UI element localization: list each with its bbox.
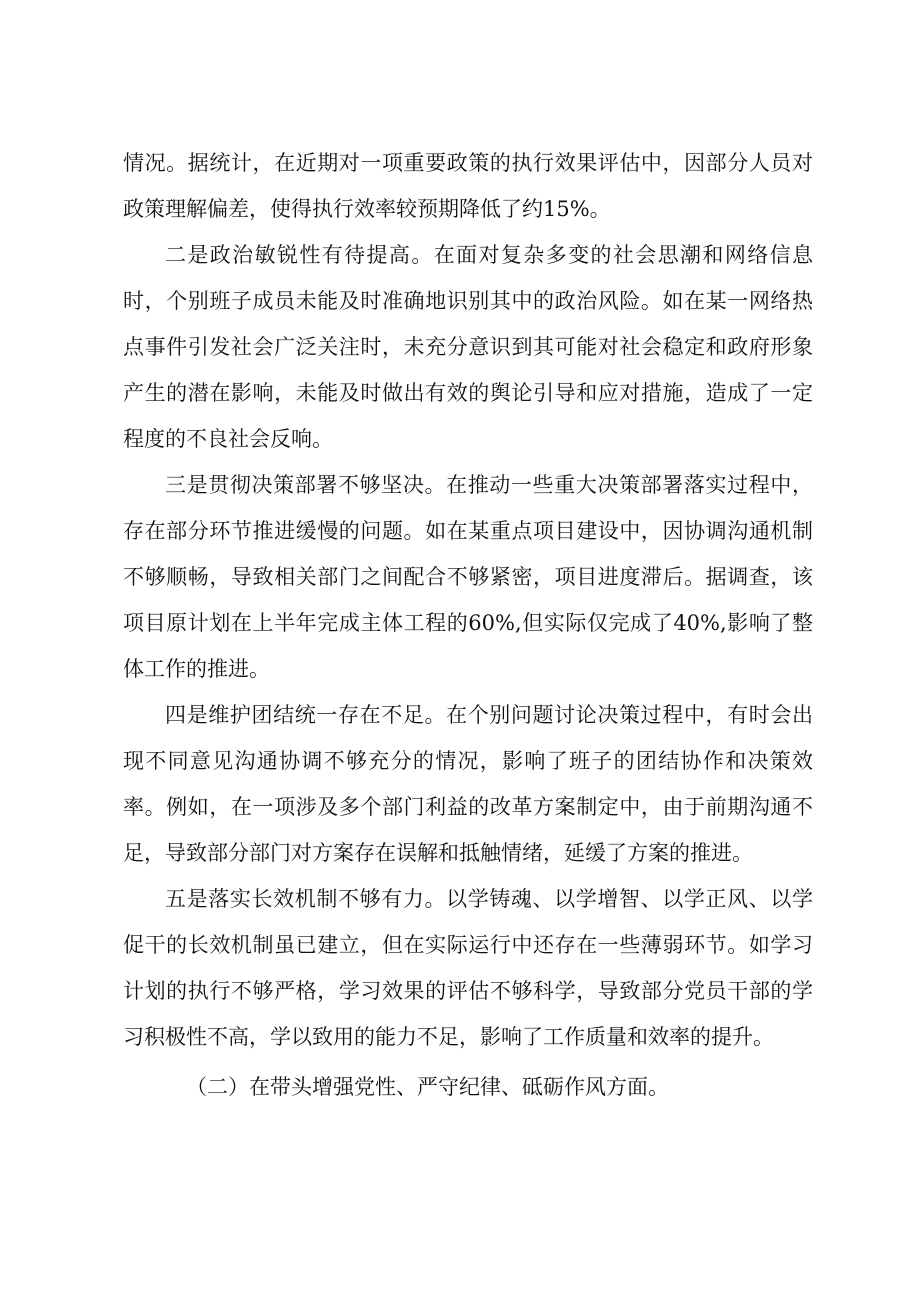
paragraph-long-term-mechanism: 五是落实长效机制不够有力。以学铸魂、以学增智、以学正风、以学促干的长效机制虽已建立，但在实际运行中还存在一些薄弱环节。如学习计划的执行不够严格，学习效果的评估不够科学，导致部分党员干部的学习积极性不高，学以致用的能力不足，影响了工作质量和效率的提升。 (123, 887, 813, 1049)
paragraph-political-sensitivity: 二是政治敏锐性有待提高。在面对复杂多变的社会思潮和网络信息时，个别班子成员未能及时准确地识别其中的政治风险。如在某一网络热点事件引发社会广泛关注时，未充分意识到其可能对社会稳定和政府形象产生的潜在影响，未能及时做出有效的舆论引导和应对措施，造成了一定程度的不良社会反响。 (123, 243, 813, 451)
paragraph-decision-implementation: 三是贯彻决策部署不够坚决。在推动一些重大决策部署落实过程中，存在部分环节推进缓慢的问题。如在某重点项目建设中，因协调沟通机制不够顺畅，导致相关部门之间配合不够紧密，项目进度滞后。据调查，该项目原计划在上半年完成主体工程的60%,但实际仅完成了40%,影响了整体工作的推进。 (123, 473, 813, 681)
paragraph-continuation: 情况。据统计，在近期对一项重要政策的执行效果评估中，因部分人员对政策理解偏差，使得执行效率较预期降低了约15%。 (123, 151, 813, 221)
document-body (123, 140, 813, 1110)
paragraph-unity: 四是维护团结统一存在不足。在个别问题讨论决策过程中，有时会出现不同意见沟通协调不够充分的情况，影响了班子的团结协作和决策效率。例如，在一项涉及多个部门利益的改革方案制定中，由于前期沟通不足，导致部分部门对方案存在误解和抵触情绪，延缓了方案的推进。 (123, 703, 813, 865)
section-heading: （二）在带头增强党性、严守纪律、砥砺作风方面。 (186, 1075, 669, 1099)
